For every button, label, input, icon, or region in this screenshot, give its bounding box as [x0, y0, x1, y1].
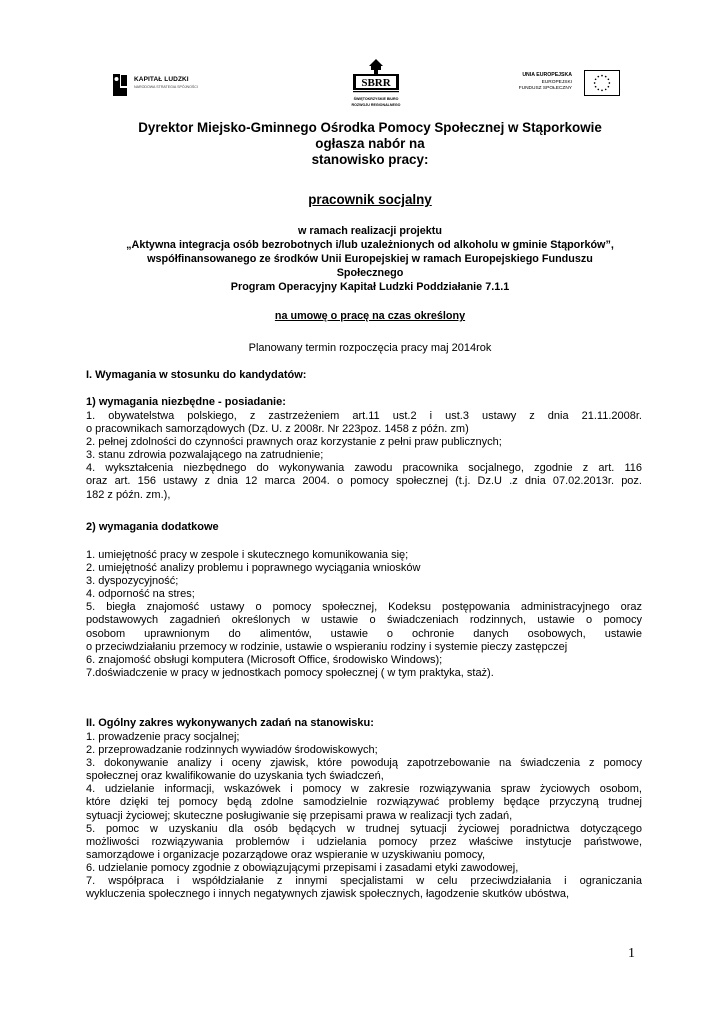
eu-flag-icon [584, 70, 620, 96]
eu-star-icon [601, 90, 603, 92]
list-item: 182 z późn. zm.), [86, 488, 171, 501]
list-item: społecznej oraz kwalifikowanie do uzyskania tych świadczeń, [86, 770, 384, 783]
kapital-ludzki-logo [110, 72, 198, 98]
tasks-list [86, 731, 642, 901]
project-line: współfinansowanego ze środków Unii Europejskiej w ramach Europejskiego Funduszu [147, 253, 593, 265]
project-line: Społecznego [336, 267, 404, 279]
eu-star-icon [595, 86, 597, 88]
eu-star-icon [605, 76, 607, 78]
project-info [80, 224, 660, 294]
additional-heading: 2) wymagania dodatkowe [86, 521, 219, 533]
sbrr-mark-text: SBRR [361, 77, 391, 89]
eu-logo-text [512, 72, 572, 91]
list-item: sytuacji życiowej; skuteczne posługiwanie się przepisami prawa w realizacji tych zadań, [86, 809, 513, 822]
eu-star-icon [594, 82, 596, 84]
list-item: 3. dokonywanie analizy i oceny zjawisk, które powodują zapotrzebowanie na świadczenia z pomocy [86, 757, 642, 770]
kapital-ludzki-name: KAPITAŁ LUDZKI [134, 76, 189, 83]
announcement-line: ogłasza nabór na [315, 136, 425, 151]
list-item: 1. prowadzenie pracy socjalnej; [86, 731, 240, 743]
eu-name: UNIA EUROPEJSKA [522, 72, 572, 78]
list-item: o pracownikach samorządowych (Dz. U. z 2008r. Nr 223poz. 1458 z późn. zm) [86, 423, 469, 436]
eu-star-icon [608, 78, 610, 80]
eu-star-icon [601, 75, 603, 77]
kapital-ludzki-tagline: NARODOWA STRATEGIA SPÓJNOŚCI [134, 85, 198, 89]
list-item: 4. odporność na stres; [86, 588, 195, 601]
page-number: 1 [628, 946, 635, 961]
eu-star-icon [597, 89, 599, 91]
list-item: 4. wykształcenia niezbędnego do wykonywania zawodu pracownika socjalnego, zgodnie z art. 116 [86, 462, 642, 475]
list-item: 3. dyspozycyjność; [86, 575, 179, 588]
eu-star-icon [605, 89, 607, 91]
list-item: 7.doświadczenie w pracy w jednostkach pomocy społecznej ( w tym praktyka, staż). [86, 666, 494, 679]
list-item: 2. umiejętność analizy problemu i poprawnego wyciągania wniosków [86, 562, 421, 575]
list-item: 6. udzielanie pomocy zgodnie z obowiązującymi przepisami i zasadami etyki zawodowej, [86, 861, 519, 874]
eu-star-icon [608, 86, 610, 88]
eu-fund-line1: EUROPEJSKI [541, 80, 572, 85]
contract-type: na umowę o pracę na czas określony [274, 310, 466, 322]
sbrr-name-line1: ŚWIĘTOKRZYSKIE BIURO [353, 97, 399, 101]
eu-star-icon [609, 82, 611, 84]
eu-star-icon [595, 78, 597, 80]
list-item: oraz art. 156 ustawy z dnia 12 marca 2004. o pomocy społecznej (t.j. Dz.U .z dnia 07.02.2013r. poz. [86, 475, 642, 488]
project-line: w ramach realizacji projektu [297, 225, 443, 237]
sbrr-logo [344, 58, 408, 116]
eu-logo [512, 70, 622, 100]
list-item: 4. udzielanie informacji, wskazówek i pomocy w zakresie rozwiązywania spraw życiowych osobom, [86, 783, 642, 796]
list-item: 2. pełnej zdolności do czynności prawnych oraz korzystanie z pełni praw publicznych; [86, 436, 502, 449]
section-2-heading: II. Ogólny zakres wykonywanych zadań na stanowisku: [86, 717, 374, 729]
list-item: podstawowych zagadnień określonych w ustawie o świadczeniach rodzinnych, ustawie o pomocy [86, 614, 642, 627]
position-label: stanowisko pracy: [311, 152, 429, 167]
required-list [86, 410, 642, 502]
list-item: 5. pomoc w uzyskaniu dla osób będących w trudnej sytuacji życiowej poradnictwa dotyczącego [86, 822, 642, 835]
list-item: 1. umiejętność pracy w zespole i skutecznego komunikowania się; [86, 549, 409, 561]
eu-fund-line2: FUNDUSZ SPOŁECZNY [518, 86, 572, 91]
sbrr-name-line2: ROZWOJU REGIONALNEGO [351, 103, 401, 107]
project-line: „Aktywna integracja osób bezrobotnych i/lub uzależnionych od alkoholu w gminie Stąporków”, [126, 239, 614, 251]
list-item: wykluczenia społecznego i innych negatywnych zjawisk społecznych, łagodzenie skutków ubóstwa, [86, 888, 570, 901]
list-item: osobom uprawnionym do alimentów, ustawie o ochronie danych osobowych, ustawie [86, 627, 642, 640]
eu-star-icon [597, 76, 599, 78]
page-title: Dyrektor Miejsko-Gminnego Ośrodka Pomocy Społecznej w Stąporkowie [138, 120, 602, 135]
required-heading: 1) wymagania niezbędne - posiadanie: [86, 396, 286, 408]
list-item: możliwości rozwiązywania problemów i udzielania pomocy przez właściwe instytucje państwowe, [86, 835, 642, 848]
logo-header [0, 58, 725, 118]
position-name: pracownik socjalny [308, 192, 432, 207]
additional-list [86, 549, 642, 680]
list-item: 3. stanu zdrowia pozwalającego na zatrudnienie; [86, 449, 324, 462]
list-item: o przeciwdziałaniu przemocy w rodzinie, ustawie o wspieraniu rodziny i systemie pieczy zastępczej [86, 640, 568, 653]
list-item: 5. biegła znajomość ustawy o pomocy społecznej, Kodeksu postępowania administracyjnego oraz [86, 601, 642, 614]
section-1-heading: I. Wymagania w stosunku do kandydatów: [86, 369, 307, 381]
list-item: 6. znajomość obsługi komputera (Microsoft Office, środowisko Windows); [86, 653, 443, 666]
kapital-ludzki-emblem-icon [110, 72, 130, 98]
list-item: które dzięki tej pomocy będą zdolne samodzielnie rozwiązywać problemy będące przyczyną trudnej [86, 796, 642, 809]
list-item: 1. obywatelstwa polskiego, z zastrzeżeniem art.11 ust.2 i ust.3 ustawy z dnia 21.11.2008r. [86, 410, 642, 422]
sbrr-emblem-icon [349, 58, 403, 96]
list-item: samorządowe i organizacje pozarządowe oraz wspieranie w uzyskiwaniu pomocy, [86, 848, 486, 861]
start-date: Planowany termin rozpoczęcia pracy maj 2014rok [248, 342, 492, 354]
list-item: 7. współpraca i współdziałanie z innymi specjalistami w celu przeciwdziałania i ograniczania [86, 875, 642, 888]
project-line: Program Operacyjny Kapitał Ludzki Poddziałanie 7.1.1 [230, 281, 510, 293]
list-item: 2. przeprowadzanie rodzinnych wywiadów środowiskowych; [86, 744, 378, 757]
